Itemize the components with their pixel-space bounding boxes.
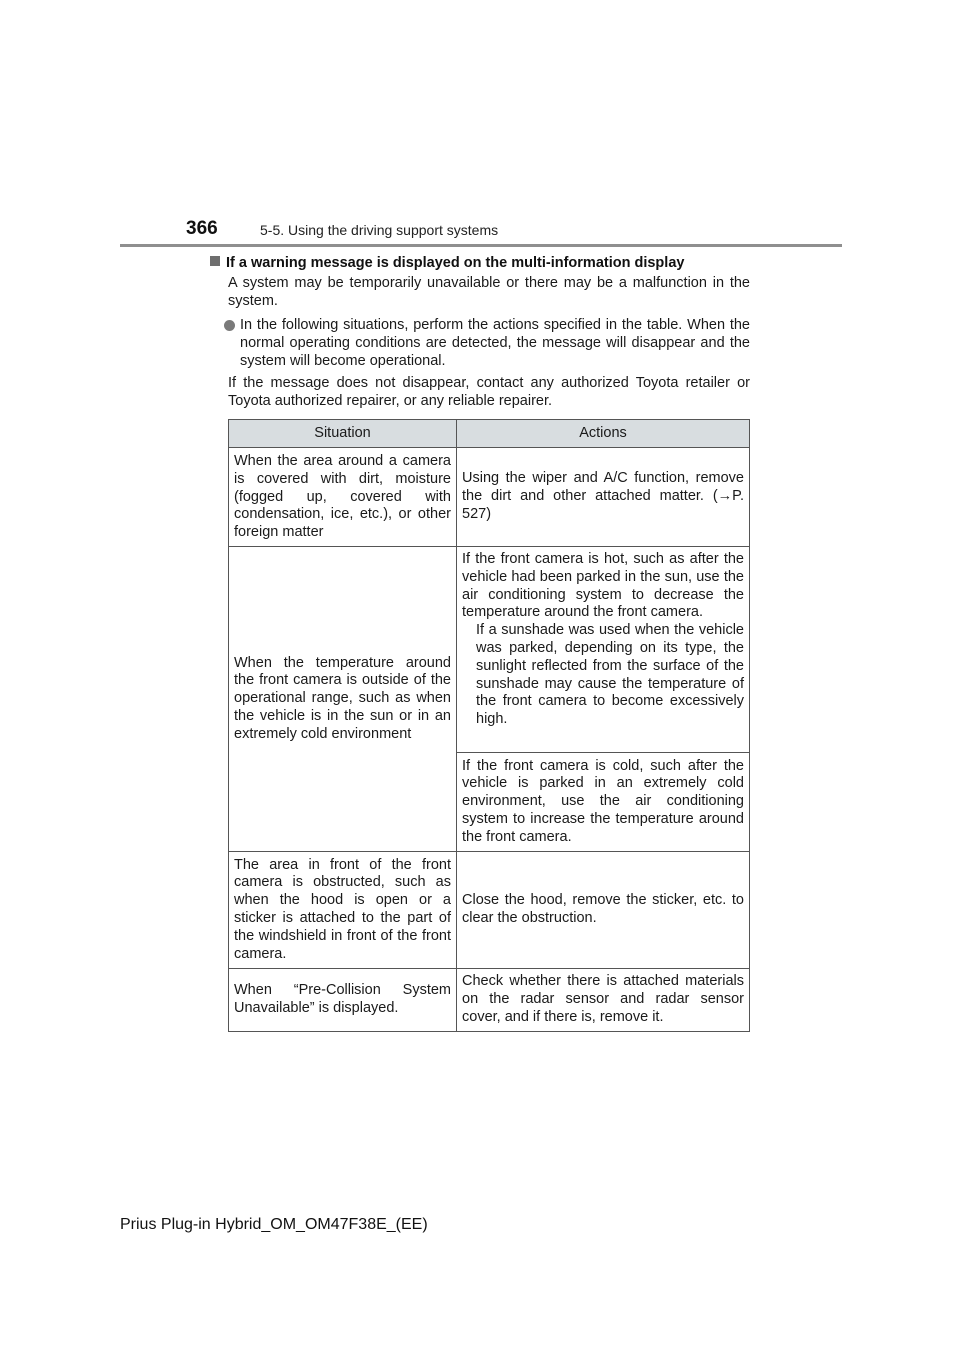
square-bullet-icon xyxy=(210,256,220,266)
table-row xyxy=(229,969,750,1032)
header-actions: Actions xyxy=(457,420,750,448)
intro-paragraph: A system may be temporarily unavailable or there may be a malfunction in the system. xyxy=(228,275,750,309)
situation-cell: When the area around a camera is covered with dirt, moisture (fogged up, covered with condensation, ice, etc.), or other foreign matter xyxy=(229,448,457,547)
action-note: If a sunshade was used when the vehicle was parked, depending on its type, the sunlight reflected from the surface of the sunshade may cause the temperature of the front camera to become excessively high. xyxy=(476,622,744,728)
section-title: 5-5. Using the driving support systems xyxy=(260,222,499,238)
action-cell: If the front camera is cold, such after the vehicle is parked in an extremely cold environment, use the air conditioning system to increase the temperature around the front camera. xyxy=(457,753,750,852)
table-header-row xyxy=(229,420,750,448)
header-rule xyxy=(120,244,842,247)
contact-paragraph: If the message does not disappear, contact any authorized Toyota retailer or Toyota authorized repairer, or any reliable repairer. xyxy=(228,375,750,409)
action-cell xyxy=(457,547,750,753)
situation-cell: When “Pre-Collision System Unavailable” is displayed. xyxy=(229,969,457,1032)
action-cell: Check whether there is attached materials on the radar sensor and radar sensor cover, and if there is, remove it. xyxy=(457,969,750,1032)
situation-table xyxy=(228,419,750,1032)
situation-cell: When the temperature around the front camera is outside of the operational range, such as when the vehicle is in the sun or in an extremely cold environment xyxy=(229,547,457,852)
action-cell: Close the hood, remove the sticker, etc. to clear the obstruction. xyxy=(457,852,750,969)
page-number: 366 xyxy=(186,218,218,239)
table-row xyxy=(229,448,750,547)
table-row xyxy=(229,852,750,969)
footer-document-id: Prius Plug-in Hybrid_OM_OM47F38E_(EE) xyxy=(120,1216,428,1233)
action-cell: Using the wiper and A/C function, remove the dirt and other attached matter. (→P. 527) xyxy=(457,448,750,547)
action-text: If the front camera is hot, such as after the vehicle had been parked in the sun, use the air conditioning system to decrease the temperature around the front camera. xyxy=(462,551,744,621)
header-situation: Situation xyxy=(229,420,457,448)
warning-heading-text: If a warning message is displayed on the multi-information display xyxy=(226,255,685,271)
round-bullet-icon xyxy=(224,320,235,331)
warning-heading xyxy=(210,255,770,271)
situation-cell: The area in front of the front camera is obstructed, such as when the hood is open or a sticker is attached to the part of the windshield in front of the front camera. xyxy=(229,852,457,969)
bullet-paragraph: In the following situations, perform the actions specified in the table. When the normal operating conditions are detected, the message will disappear and the system will become operational. xyxy=(240,317,750,369)
table-row xyxy=(229,547,750,753)
